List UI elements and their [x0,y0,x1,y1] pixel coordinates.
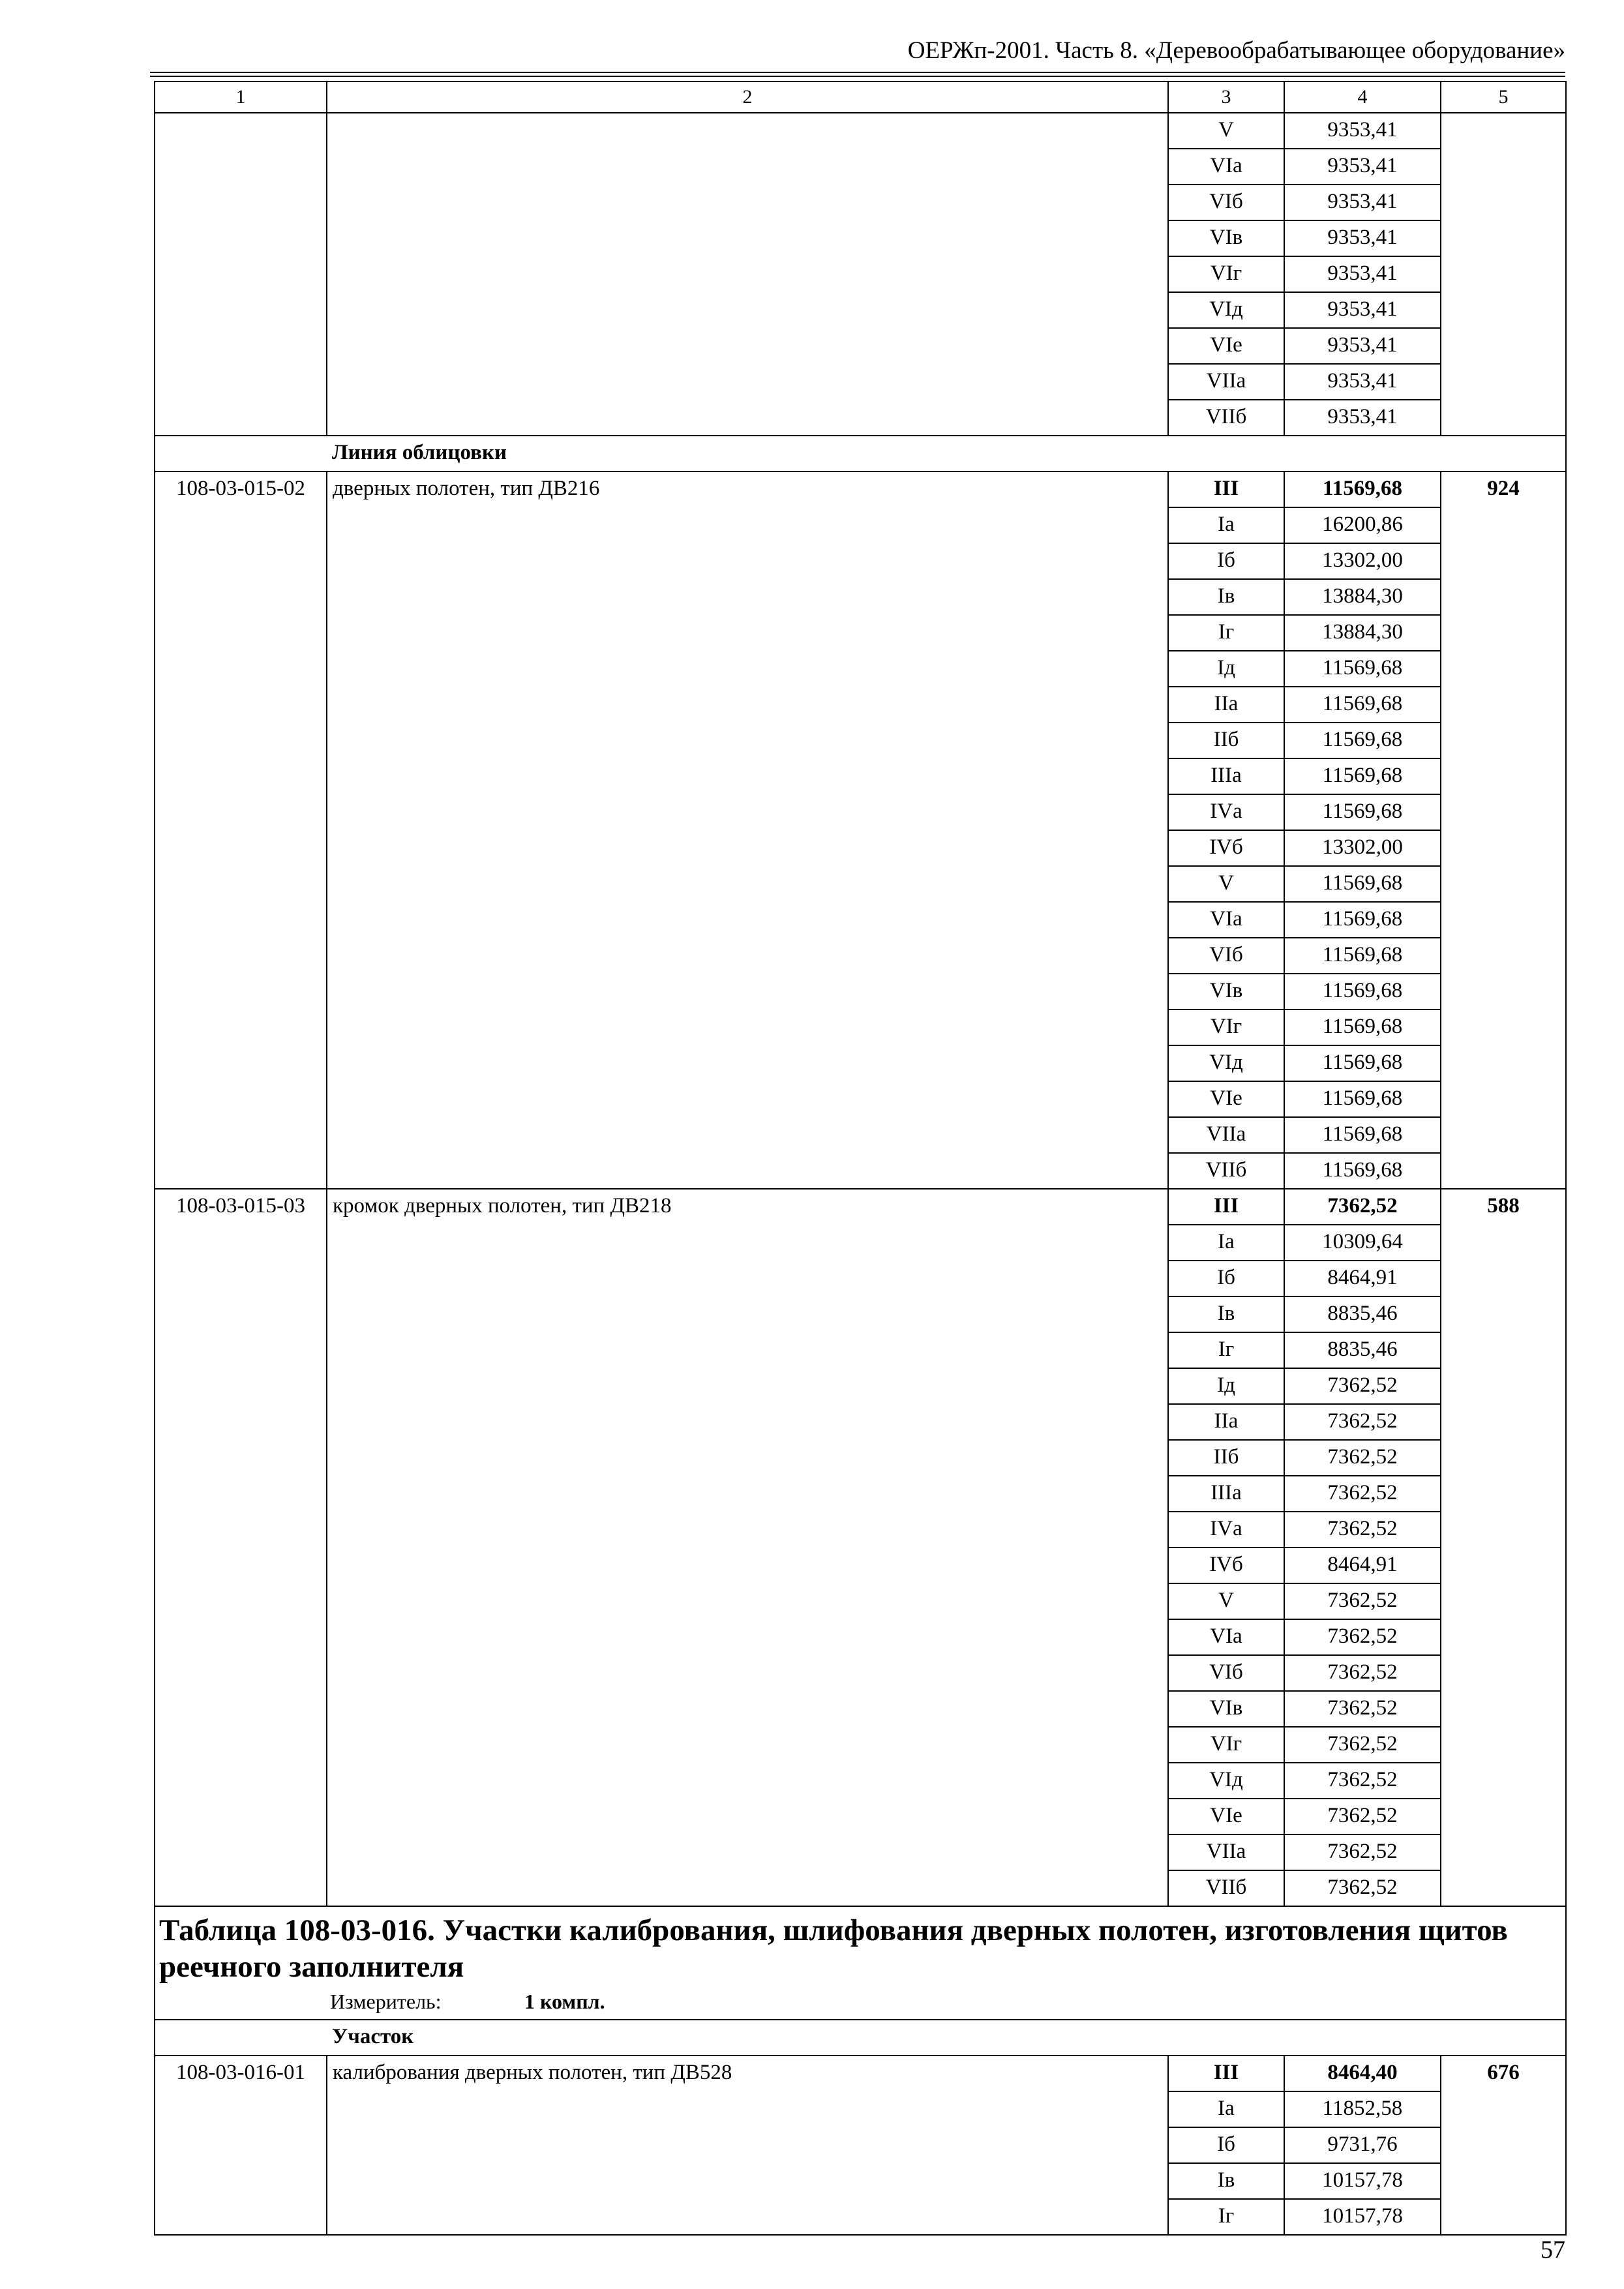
zone-cell: VIг [1168,1010,1284,1045]
column-number-row [155,82,1566,113]
table-heading-title: Таблица 108-03-016. Участки калибрования, шлифования дверных полотен, изготовления щитов реечного заполнителя [159,1913,1508,1984]
running-header: ОЕРЖп-2001. Часть 8. «Деревообрабатывающее оборудование» [907,37,1565,64]
zone-cell: VIа [1168,1619,1284,1655]
price-cell: 13302,00 [1284,830,1441,866]
price-cell: 9353,41 [1284,220,1441,256]
price-table [154,81,1567,2236]
price-cell: 11569,68 [1284,471,1441,507]
item-code-cell: 108-03-015-02 [155,471,327,1189]
price-cell: 9353,41 [1284,292,1441,328]
zone-cell: Iг [1168,615,1284,651]
zone-cell: VIIб [1168,1153,1284,1189]
price-cell: 7362,52 [1284,1368,1441,1404]
price-cell: 7362,52 [1284,1691,1441,1727]
zone-cell: IIб [1168,723,1284,758]
zone-cell: VIа [1168,902,1284,938]
extra-cell: 924 [1441,471,1566,1189]
price-cell: 7362,52 [1284,1619,1441,1655]
table-row [155,1189,1566,1225]
zone-cell: VIб [1168,1655,1284,1691]
zone-cell: Iд [1168,1368,1284,1404]
section-row [155,2020,1566,2056]
zone-cell: VIе [1168,328,1284,364]
price-cell: 11852,58 [1284,2091,1441,2127]
zone-cell: IIа [1168,1404,1284,1440]
zone-cell: V [1168,113,1284,149]
zone-cell: VIд [1168,1045,1284,1081]
price-cell: 11569,68 [1284,1081,1441,1117]
zone-cell: Iг [1168,2199,1284,2235]
price-cell: 13884,30 [1284,615,1441,651]
zone-cell: Iа [1168,1225,1284,1261]
price-cell: 11569,68 [1284,1045,1441,1081]
zone-cell: Iв [1168,2163,1284,2199]
zone-cell: IIа [1168,687,1284,723]
zone-cell: VIIб [1168,400,1284,436]
price-cell: 11569,68 [1284,974,1441,1010]
zone-cell: IVб [1168,830,1284,866]
zone-cell: Iб [1168,2127,1284,2163]
zone-cell: IVа [1168,794,1284,830]
price-cell: 8835,46 [1284,1296,1441,1332]
zone-cell: IVа [1168,1512,1284,1548]
price-cell: 9353,41 [1284,328,1441,364]
price-cell: 11569,68 [1284,1010,1441,1045]
price-cell: 11569,68 [1284,794,1441,830]
zone-cell: Iб [1168,1261,1284,1296]
zone-cell: III [1168,2056,1284,2091]
item-code-cell: 108-03-016-01 [155,2056,327,2235]
page-number: 57 [1541,2236,1565,2264]
price-cell: 7362,52 [1284,1440,1441,1476]
price-cell: 7362,52 [1284,1583,1441,1619]
price-cell: 7362,52 [1284,1404,1441,1440]
price-cell: 11569,68 [1284,758,1441,794]
price-cell: 10157,78 [1284,2163,1441,2199]
price-cell: 9353,41 [1284,400,1441,436]
zone-cell: VIг [1168,1727,1284,1763]
price-cell: 7362,52 [1284,1655,1441,1691]
zone-cell: IIIа [1168,758,1284,794]
price-cell: 9353,41 [1284,364,1441,400]
section-row [155,436,1566,471]
price-cell: 7362,52 [1284,1799,1441,1834]
section-empty-cell [155,2020,327,2056]
column-number: 1 [155,82,327,113]
zone-cell: VIв [1168,220,1284,256]
zone-cell: VIIа [1168,364,1284,400]
zone-cell: VIIа [1168,1117,1284,1153]
price-cell: 11569,68 [1284,938,1441,974]
price-cell: 11569,68 [1284,687,1441,723]
zone-cell: VIе [1168,1081,1284,1117]
item-name-cell: кромок дверных полотен, тип ДВ218 [327,1189,1168,1906]
item-code-cell: 108-03-015-03 [155,1189,327,1906]
price-cell: 7362,52 [1284,1870,1441,1906]
price-cell: 8464,91 [1284,1261,1441,1296]
item-name-cell [327,113,1168,436]
extra-cell: 588 [1441,1189,1566,1906]
zone-cell: VIд [1168,1763,1284,1799]
price-cell: 16200,86 [1284,507,1441,543]
column-number: 5 [1441,82,1566,113]
zone-cell: VIб [1168,185,1284,220]
item-name-cell: дверных полотен, тип ДВ216 [327,471,1168,1189]
zone-cell: V [1168,866,1284,902]
zone-cell: VIд [1168,292,1284,328]
section-empty-cell [155,436,327,471]
table-heading-row [155,1906,1566,2020]
table-row [155,2056,1566,2091]
zone-cell: III [1168,1189,1284,1225]
item-code-cell [155,113,327,436]
zone-cell: III [1168,471,1284,507]
zone-cell: VIб [1168,938,1284,974]
price-cell: 10309,64 [1284,1225,1441,1261]
price-cell: 9353,41 [1284,185,1441,220]
zone-cell: IIIа [1168,1476,1284,1512]
price-cell: 9353,41 [1284,256,1441,292]
price-cell: 11569,68 [1284,1153,1441,1189]
column-number: 3 [1168,82,1284,113]
zone-cell: VIе [1168,1799,1284,1834]
price-cell: 10157,78 [1284,2199,1441,2235]
price-cell: 9731,76 [1284,2127,1441,2163]
section-title: Участок [327,2020,1566,2056]
zone-cell: Iв [1168,1296,1284,1332]
column-number: 2 [327,82,1168,113]
price-cell: 13302,00 [1284,543,1441,579]
price-cell: 8464,40 [1284,2056,1441,2091]
zone-cell: VIа [1168,149,1284,185]
header-rule [150,76,1565,77]
price-cell: 8835,46 [1284,1332,1441,1368]
table-heading-cell [155,1906,1566,2020]
zone-cell: VIв [1168,974,1284,1010]
price-cell: 13884,30 [1284,579,1441,615]
zone-cell: Iг [1168,1332,1284,1368]
section-title: Линия облицовки [327,436,1566,471]
zone-cell: Iб [1168,543,1284,579]
zone-cell: VIIб [1168,1870,1284,1906]
price-cell: 7362,52 [1284,1512,1441,1548]
meter-line [159,1988,1565,2015]
zone-cell: IVб [1168,1548,1284,1583]
price-cell: 11569,68 [1284,651,1441,687]
price-cell: 7362,52 [1284,1189,1441,1225]
price-cell: 9353,41 [1284,113,1441,149]
price-cell: 7362,52 [1284,1834,1441,1870]
header-rule [150,72,1565,73]
price-cell: 8464,91 [1284,1548,1441,1583]
zone-cell: VIг [1168,256,1284,292]
extra-cell [1441,113,1566,436]
price-cell: 11569,68 [1284,902,1441,938]
meter-value: 1 компл. [524,1990,605,2013]
item-name-cell: калибрования дверных полотен, тип ДВ528 [327,2056,1168,2235]
zone-cell: VIIа [1168,1834,1284,1870]
price-cell: 7362,52 [1284,1476,1441,1512]
meter-label: Измеритель: [330,1990,442,2013]
table-row [155,471,1566,507]
price-cell: 11569,68 [1284,866,1441,902]
table-row [155,113,1566,149]
price-cell: 11569,68 [1284,1117,1441,1153]
zone-cell: V [1168,1583,1284,1619]
zone-cell: Iа [1168,2091,1284,2127]
zone-cell: Iа [1168,507,1284,543]
column-number: 4 [1284,82,1441,113]
price-cell: 11569,68 [1284,723,1441,758]
zone-cell: VIв [1168,1691,1284,1727]
price-cell: 7362,52 [1284,1727,1441,1763]
price-cell: 7362,52 [1284,1763,1441,1799]
zone-cell: Iд [1168,651,1284,687]
zone-cell: Iв [1168,579,1284,615]
zone-cell: IIб [1168,1440,1284,1476]
extra-cell: 676 [1441,2056,1566,2235]
price-cell: 9353,41 [1284,149,1441,185]
